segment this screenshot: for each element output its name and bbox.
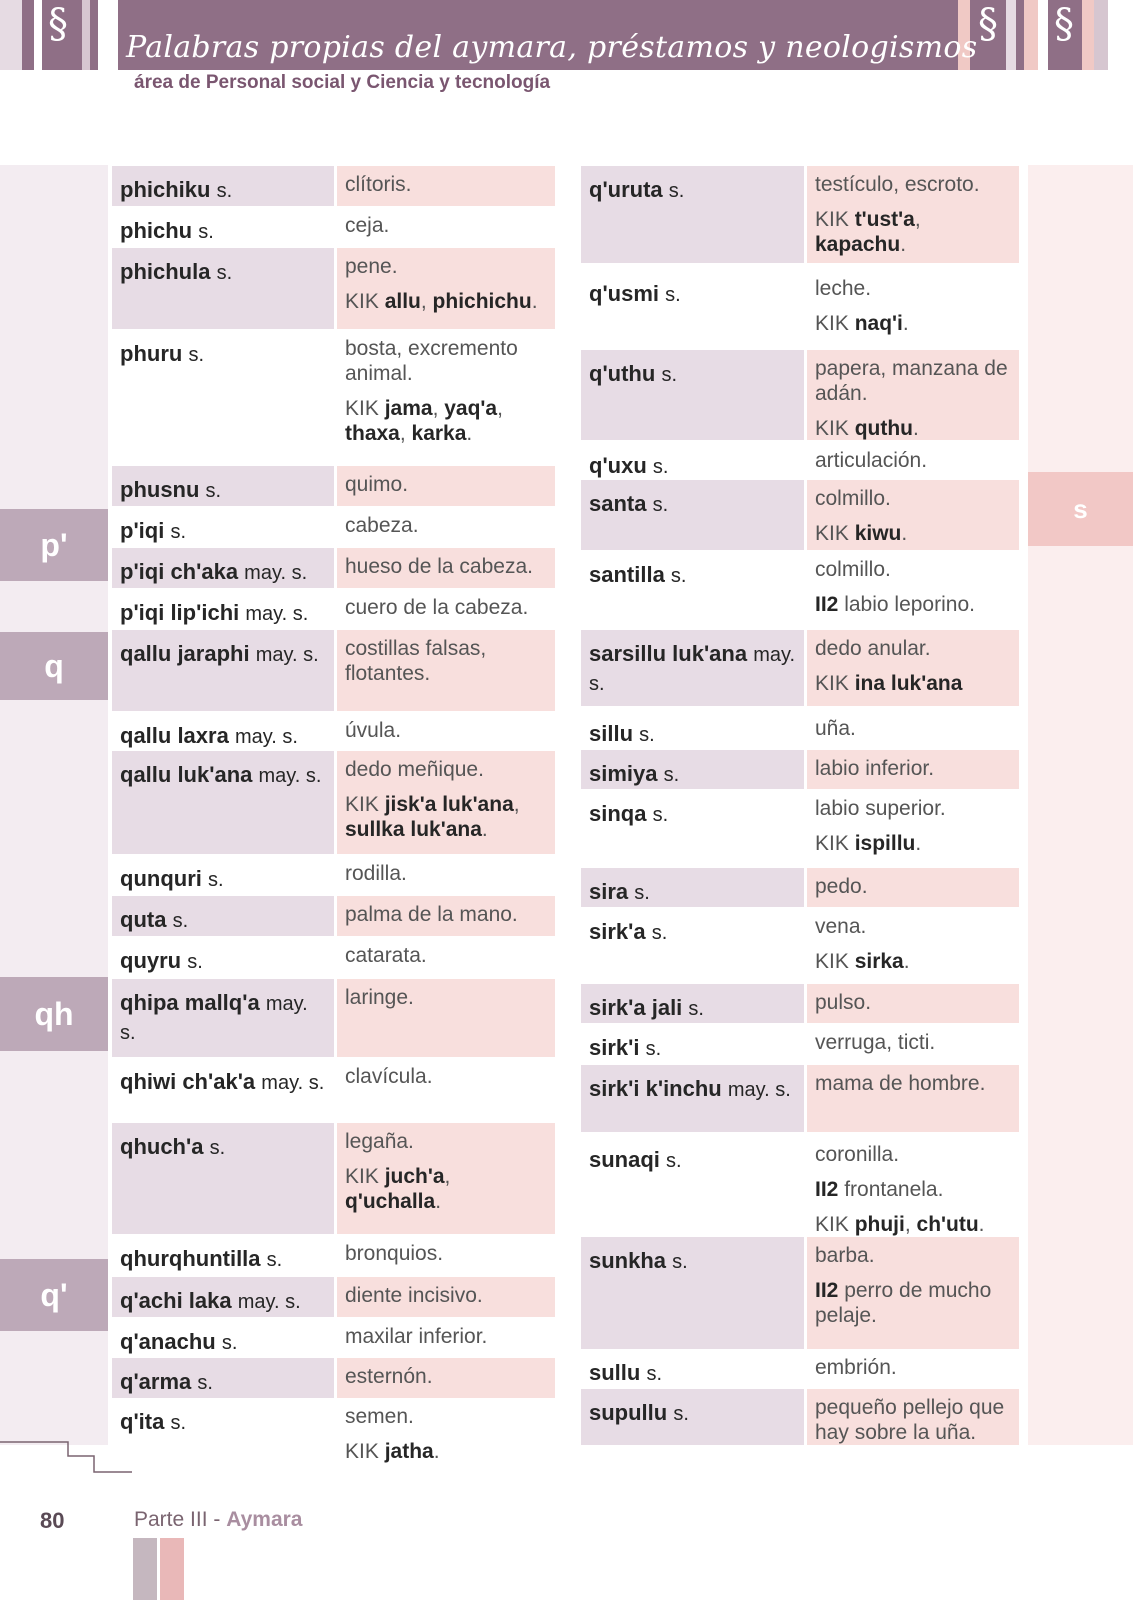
term-word: quta [120,907,173,932]
part-of-speech: s. [668,180,685,202]
part-of-speech: s. [188,344,204,366]
part-of-speech: s. [198,221,214,243]
entry-definitions [337,751,555,854]
term-word: sirk'a jali [589,995,689,1020]
definition-line: articulación. [815,449,928,472]
glossary-entry [581,630,1019,706]
spiral-ornament-icon: § [48,1,68,47]
definition-line: rodilla. [345,862,407,885]
definition-line: embrión. [815,1356,897,1379]
entry-definitions [337,207,555,247]
term-word: sunaqi [589,1147,667,1172]
entry-term [112,1398,334,1445]
entry-definitions [807,350,1019,440]
glossary-entry [112,507,555,547]
entry-definitions [337,248,555,329]
part-label [134,1508,302,1532]
part-of-speech: may. s. [237,1291,301,1313]
term-word: sirk'i k'inchu [589,1076,728,1101]
entry-definitions [807,790,1019,868]
entry-term [112,248,334,329]
term-word: phichiku [120,177,217,202]
term-word: q'anachu [120,1329,222,1354]
entry-term [581,908,804,984]
definition-line: II2 labio leporino. [815,593,975,616]
letter-tab-q: q [0,632,108,700]
part-of-speech: may. s. [589,644,796,695]
glossary-entry [581,710,1019,750]
term-word: qunquri [120,866,208,891]
part-of-speech: s. [266,1249,283,1271]
part-of-speech: s. [216,180,233,202]
term-word: p'iqi lip'ichi [120,600,246,625]
entry-term [581,1349,804,1389]
entry-term [581,1237,804,1349]
entry-definitions [337,630,555,711]
definition-line: dedo meñique. [345,758,484,781]
definition-line: barba. [815,1244,875,1267]
part-of-speech: may. s. [258,765,322,787]
definition-line: vena. [815,915,867,938]
part-of-speech: s. [688,998,704,1020]
glossary-entry [581,984,1019,1023]
term-word: sillu [589,721,640,746]
term-word: sinqa [589,801,653,826]
page-title: Palabras propias del aymara, préstamos y neologismos [126,30,978,65]
glossary-entry [112,1058,555,1122]
part-of-speech: s. [652,456,669,478]
entry-term [112,712,334,750]
letter-tab-s: s [1028,472,1133,546]
part-of-speech: s. [221,1332,238,1354]
part-of-speech: s. [673,1403,689,1425]
letter-tab-qh: qh [0,977,108,1051]
definition-line: pene. [345,255,398,278]
entry-definitions [337,937,555,977]
definition-line: pulso. [815,991,872,1014]
entry-definitions [337,548,555,588]
entry-term [112,1235,334,1276]
part-of-speech: s. [663,764,680,786]
entry-term [581,1024,804,1065]
definition-line: úvula. [345,719,402,742]
definition-line: maxilar inferior. [345,1325,488,1348]
glossary-entry [112,979,555,1057]
entry-term [581,1136,804,1237]
definition-line: laringe. [345,986,414,1009]
part-of-speech: s. [197,1372,213,1394]
glossary-entry [112,1398,555,1463]
term-word: phusnu [120,477,206,502]
glossary-entry [112,855,555,895]
definition-line: cabeza. [345,514,419,537]
entry-definitions [337,896,555,936]
term-word: q'uxu [589,453,653,478]
term-word: p'iqi [120,518,171,543]
entry-definitions [807,166,1019,263]
part-of-speech: s. [645,1038,662,1060]
entry-term [581,710,804,750]
glossary-entry [112,1123,555,1234]
glossary-entry [581,1065,1019,1132]
entry-term [581,630,804,706]
part-of-speech: s. [205,480,222,502]
part-of-speech: s. [670,565,687,587]
definition-line: KIK jatha. [345,1440,440,1463]
definition-line: cuero de la cabeza. [345,596,529,619]
definition-line: KIK allu, phichichu. [345,290,538,313]
entry-term [581,790,804,868]
part-of-speech: s. [209,1137,226,1159]
term-word: simiya [589,761,664,786]
definition-line: papera, manzana de adán. [815,357,1008,405]
glossary-entry [581,442,1019,480]
entry-term [112,979,334,1057]
entry-definitions [337,712,555,750]
part-of-speech: s. [666,1150,682,1172]
part-of-speech: s. [652,804,669,826]
entry-term [112,166,334,206]
entry-definitions [337,166,555,206]
glossary-entry [581,1237,1019,1349]
term-word: q'arma [120,1369,198,1394]
definition-line: KIK ispillu. [815,832,922,855]
definition-line: clavícula. [345,1065,433,1088]
definition-line: II2 perro de mucho pelaje. [815,1279,992,1327]
entry-definitions [337,1358,555,1398]
entry-term [581,166,804,263]
entry-definitions [807,1237,1019,1349]
glossary-entry [581,1389,1019,1445]
left-letter-band [0,165,108,1445]
entry-term [581,1389,804,1445]
definition-line: KIK phuji, ch'utu. [815,1213,985,1236]
entry-term [112,1058,334,1122]
definition-line: labio superior. [815,797,946,820]
part-of-speech: s. [665,284,681,306]
definition-line: KIK t'ust'a, kapachu. [815,208,921,256]
entry-definitions [337,1277,555,1317]
page-number: 80 [40,1508,65,1533]
term-word: qhipa mallq'a [120,990,266,1015]
entry-term [581,750,804,789]
term-word: qhuch'a [120,1134,210,1159]
glossary-entry [112,712,555,750]
term-word: qallu jaraphi [120,641,256,666]
footer-bar-pink [160,1538,184,1600]
glossary-entry [112,630,555,711]
entry-term [112,896,334,936]
definition-line: KIK jisk'a luk'ana, sullka luk'ana. [345,793,520,841]
entry-term [112,751,334,854]
definition-line: coronilla. [815,1143,900,1166]
definition-line: verruga, ticti. [815,1031,936,1054]
entry-definitions [337,589,555,629]
part-label-text: Parte III - [134,1508,227,1531]
glossary-entry [581,1136,1019,1237]
glossary-entry [112,751,555,854]
definition-line: semen. [345,1405,414,1428]
term-word: phichula [120,259,217,284]
part-of-speech: s. [646,1363,663,1385]
entry-definitions [337,1058,555,1122]
definition-line: pedo. [815,875,868,898]
definition-line: uña. [815,717,856,740]
term-word: sullu [589,1360,647,1385]
part-of-speech: may. s. [245,603,309,625]
entry-definitions [807,442,1019,480]
entry-term [581,270,804,349]
entry-term [112,466,334,506]
term-word: sunkha [589,1248,673,1273]
part-of-speech: may. s. [234,726,298,748]
glossary-entry [112,548,555,588]
glossary-entry [581,350,1019,440]
definition-line: costillas falsas, flotantes. [345,637,487,685]
part-of-speech: may. s. [727,1079,791,1101]
part-of-speech: s. [187,951,203,973]
glossary-entry [112,1277,555,1317]
definition-line: leche. [815,277,872,300]
entry-definitions [337,1398,555,1463]
part-of-speech: s. [216,262,233,284]
entry-definitions [337,466,555,506]
term-word: sirk'i [589,1035,646,1060]
entry-term [112,1358,334,1398]
definition-line: II2 frontanela. [815,1178,944,1201]
definition-line: dedo anular. [815,637,931,660]
definition-line: colmillo. [815,558,891,581]
glossary-entry [112,1318,555,1358]
part-of-speech: may. s. [244,562,308,584]
definition-line: clítoris. [345,173,412,196]
entry-term [581,1065,804,1132]
entry-term [581,350,804,440]
definition-line: bosta, excremento animal. [345,337,518,385]
glossary-entry [581,750,1019,789]
entry-term [581,551,804,630]
glossary-entry [112,589,555,629]
glossary-entry [581,480,1019,550]
entry-term [112,207,334,247]
entry-term [581,480,804,550]
entry-definitions [807,908,1019,984]
definition-line: labio inferior. [815,757,935,780]
glossary-entry [581,790,1019,868]
glossary-entry [112,166,555,206]
entry-definitions [807,710,1019,750]
glossary-entry [581,1349,1019,1389]
term-word: santa [589,491,653,516]
term-word: q'uruta [589,177,669,202]
entry-term [581,442,804,480]
entry-definitions [807,984,1019,1023]
part-of-speech: may. s. [261,1072,325,1094]
definition-line: catarata. [345,944,427,967]
entry-definitions [807,1136,1019,1237]
definition-line: legaña. [345,1130,414,1153]
part-of-speech: s. [672,1251,688,1273]
entry-term [112,855,334,895]
definition-line: esternón. [345,1365,433,1388]
entry-term [112,937,334,977]
glossary-entry [581,1024,1019,1065]
entry-definitions [807,630,1019,706]
term-word: sira [589,879,635,904]
entry-definitions [337,1235,555,1276]
definition-line: testículo, escroto. [815,173,980,196]
spiral-ornament-icon: § [978,1,998,47]
part-of-speech: s. [634,882,650,904]
definition-line: KIK kiwu. [815,522,908,545]
term-word: qhiwi ch'ak'a [120,1069,262,1094]
definition-line: palma de la mano. [345,903,518,926]
entry-definitions [807,1024,1019,1065]
definition-line: pequeño pellejo que hay sobre la uña. [815,1396,1005,1444]
glossary-entry [112,330,555,465]
entry-definitions [807,1389,1019,1445]
entry-definitions [807,1065,1019,1132]
definition-line: bronquios. [345,1242,444,1265]
entry-definitions [807,551,1019,630]
part-of-speech: may. s. [255,644,319,666]
definition-line: KIK ina luk'ana [815,672,963,695]
entry-definitions [337,1123,555,1234]
entry-definitions [337,507,555,547]
entry-definitions [807,270,1019,349]
part-language: Aymara [226,1508,303,1531]
term-word: qhurqhuntilla [120,1246,267,1271]
glossary-entry [112,937,555,977]
definition-line: KIK jama, yaq'a, thaxa, karka. [345,397,503,445]
letter-tab-q-apostrophe: q' [0,1259,108,1331]
definition-line: diente incisivo. [345,1284,483,1307]
entry-term [112,1123,334,1234]
glossary-entry [112,896,555,936]
entry-term [112,1318,334,1358]
entry-term [112,548,334,588]
entry-term [581,984,804,1023]
glossary-entry [112,466,555,506]
entry-definitions [337,979,555,1057]
part-of-speech: s. [207,869,224,891]
definition-line: KIK quthu. [815,417,919,440]
definition-line: KIK naq'i. [815,312,909,335]
term-word: phuru [120,341,189,366]
glossary-entry [581,551,1019,630]
part-of-speech: s. [661,364,677,386]
part-of-speech: s. [652,494,669,516]
entry-definitions [337,330,555,465]
page-subtitle: área de Personal social y Ciencia y tecnología [134,72,551,93]
term-word: santilla [589,562,671,587]
entry-term [112,589,334,629]
part-of-speech: s. [639,724,655,746]
entry-definitions [337,855,555,895]
part-of-speech: may. s. [120,993,308,1044]
term-word: sarsillu luk'ana [589,641,754,666]
right-letter-band [1028,165,1133,1445]
term-word: qallu laxra [120,723,235,748]
glossary-entry [581,868,1019,907]
part-of-speech: s. [170,1412,187,1434]
term-word: supullu [589,1400,674,1425]
part-of-speech: s. [170,521,187,543]
entry-term [112,1277,334,1317]
entry-definitions [807,480,1019,550]
entry-term [581,868,804,907]
spiral-ornament-icon: § [1054,1,1074,47]
part-of-speech: s. [172,910,189,932]
entry-definitions [807,750,1019,789]
definition-line: KIK sirka. [815,950,910,973]
entry-term [112,330,334,465]
glossary-entry [112,1235,555,1276]
definition-line: quimo. [345,473,409,496]
glossary-entry [581,908,1019,984]
entry-term [112,630,334,711]
term-word: qallu luk'ana [120,762,259,787]
definition-line: ceja. [345,214,390,237]
glossary-entry [112,1358,555,1398]
term-word: quyru [120,948,188,973]
term-word: q'uthu [589,361,662,386]
footer-bar-mauve [133,1538,157,1600]
entry-definitions [807,868,1019,907]
term-word: sirk'a [589,919,652,944]
entry-definitions [807,1349,1019,1389]
definition-line: KIK juch'a, q'uchalla. [345,1165,451,1213]
term-word: phichu [120,218,199,243]
term-word: q'achi laka [120,1288,238,1313]
part-of-speech: s. [651,922,668,944]
entry-definitions [337,1318,555,1358]
term-word: q'ita [120,1409,171,1434]
term-word: p'iqi ch'aka [120,559,245,584]
glossary-entry [112,207,555,247]
glossary-entry [581,166,1019,263]
glossary-entry [581,270,1019,349]
definition-line: colmillo. [815,487,891,510]
glossary-entry [112,248,555,329]
letter-tab-p-apostrophe: p' [0,509,108,581]
definition-line: hueso de la cabeza. [345,555,533,578]
definition-line: mama de hombre. [815,1072,986,1095]
term-word: q'usmi [589,281,666,306]
entry-term [112,507,334,547]
